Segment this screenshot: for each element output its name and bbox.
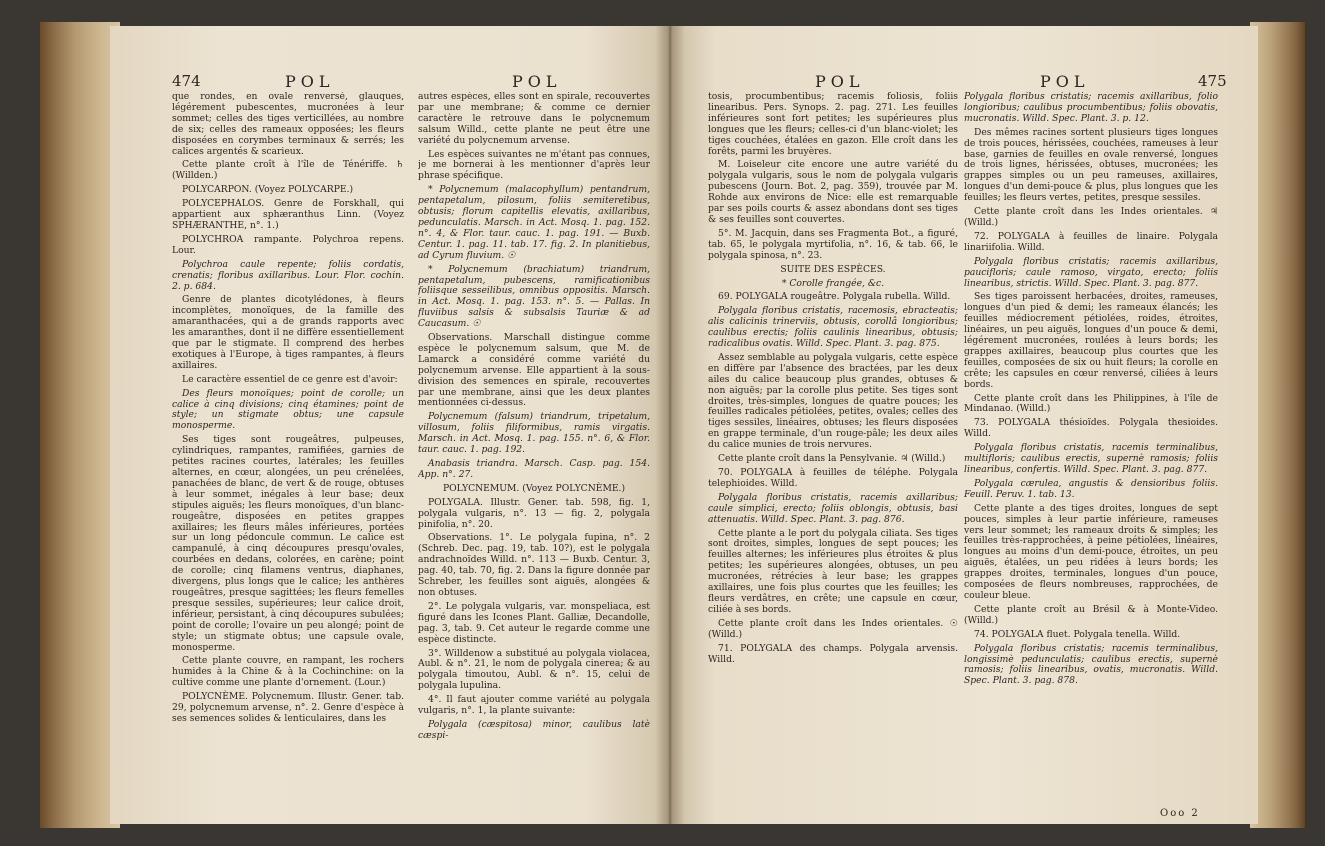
paragraph: 72. POLYGALA à feuilles de linaire. Polygala linariifolia. Willd. bbox=[964, 230, 1218, 253]
paragraph: Observations. Marschall distingue comme espèce le polycnemum salsum, que M. de Lamarck a considéré comme variété du polycnemum arvense. Elle appartient à la sous-division des semences en spirale, recouvertes par une membrane, ainsi que les deux plantes mentionnées ci-dessus. bbox=[418, 332, 650, 409]
left-page-number: 474 bbox=[172, 72, 201, 90]
paragraph: Cette plante a des tiges droites, longues de sept pouces, simples à leur partie inférieure, rameuses vers leur sommet; les rameaux droits & simples; les feuilles très-rapprochées, à peine pétiolées, linéaires, longues au moins d'un demi-pouce, étroites, un peu aiguës, étalées, un peu ridées à leurs bords; les grappes droites, terminales, longues d'un pouce, composées de fleurs nombreuses, rapprochées, de couleur bleue. bbox=[964, 502, 1218, 601]
paragraph: 5°. M. Jacquin, dans ses Fragmenta Bot., a figuré, tab. 65, le polygala myrtifolia, n°. 16, & tab. 66, le polygala spinosa, n°. 23. bbox=[708, 227, 958, 261]
paragraph: POLYCNEMUM. (Voyez POLYCNÈME.) bbox=[442, 482, 626, 494]
paragraph: Polygala floribus cristatis; racemis terminalibus, longissimè pedunculatis; caulibus erectis, supernè ramosis; foliis linearibus, ovatis, mucronatis. Willd. Spec. Plant. 3. pag. 878. bbox=[964, 642, 1218, 687]
paragraph: POLYCARPON. (Voyez POLYCARPE.) bbox=[182, 184, 354, 196]
left-page-edges bbox=[40, 22, 120, 828]
paragraph: Observations. 1°. Le polygala fupina, n°. 2 (Schreb. Dec. pag. 19, tab. 10?), est le polygala andrachnoïdes Willd. n°. 113 — Buxb. Centur. 3, pag. 40, tab. 70, fig. 2. Dans la figure donnée par Schreber, les feuilles sont aiguës, alongées & non obtuses. bbox=[418, 532, 650, 598]
paragraph: que rondes, en ovale renversé, glauques, légérement pubescentes, mucronées à leur sommet; celles des tiges verticillées, au nombre de six; celles des rameaux opposées; les fleurs disposées en corymbes terminaux & serrés; les calices argentés & scarieux. bbox=[172, 92, 404, 157]
left-header-word-1: POL bbox=[285, 72, 335, 91]
paragraph: Polygala (cæspitosa) minor, caulibus latè cæspi- bbox=[418, 718, 650, 741]
paragraph: Cette plante croît dans les Philippines, à l'île de Mindanao. (Willd.) bbox=[964, 392, 1218, 415]
paragraph: * Corolle frangée, &c. bbox=[781, 277, 885, 289]
paragraph: * Polycnemum (malacophyllum) pentandrum, pentapetalum, pilosum, foliis semiteretibus, obtusis; florum capitellis elevatis, axillaribus, pedunculatis. Marsch. in Act. Mosq. 1. pag. 152. n°. 4, & Flor. taur. cauc. 1. pag. 191. — Buxb. Centur. 1. pag. 11. tab. 17. fig. 2. In planitiebus, ad Cyrum fluvium. ☉ bbox=[418, 184, 650, 261]
paragraph: Cette plante croît dans les Indes orientales. ♃ (Willd.) bbox=[964, 206, 1218, 228]
paragraph: Polygala cærulea, angustis & densioribus foliis. Feuill. Peruv. 1. tab. 13. bbox=[964, 477, 1218, 500]
paragraph: POLYCEPHALOS. Genre de Forskhall, qui appartient aux sphæranthus Linn. (Voyez SPHÆRANTHE, n°. 1.) bbox=[172, 198, 404, 231]
paragraph: 73. POLYGALA thésioïdes. Polygala thesioides. Willd. bbox=[964, 417, 1218, 440]
paragraph: 71. POLYGALA des champs. Polygala arvensis. Willd. bbox=[708, 642, 958, 665]
paragraph: Ses tiges paroissent herbacées, droites, rameuses, longues d'un pied & demi; les rameaux élancés; les feuilles médiocrement pétiolées, roides, étroites, linéaires, un peu aiguës, longues d'un pouce & demi, légérement mucronées, roulées à leurs bords; les grappes axillaires, beaucoup plus courtes que les feuilles, composées de six ou huit fleurs; la corolle en crête; les capsules en cœur renversé, ciliées à leurs bords. bbox=[964, 291, 1218, 390]
right-page-column-1 bbox=[708, 92, 958, 827]
paragraph: Ses tiges sont rougeâtres, pulpeuses, cylindriques, rampantes, ramifiées, garnies de petites racines courtes, latérales; les feuilles alternes, en cœur, alongées, un peu crénelées, panachées de blanc, de vert & de rouge, obtuses à leur sommet, inégales à leur base; deux stipules aiguës; les fleurs monoïques, d'un blanc-rougeâtre, disposées en petites grappes axillaires; les fleurs mâles inférieures, portées sur un long pédoncule commun. Le calice est campanulé, à cinq découpures presqu'ovales, courbées en dedans, colorées, en carène; point de corolle; cinq filamens ventrus, diaphanes, divergens, plus longs que le calice; les anthères rougeâtres, presque sagittées; les fleurs femelles presque sessiles, supérieures; leur calice droit, inférieur, persistant, à cinq découpures subulées; point de corolle; l'ovaire un peu alongé; point de style; un stigmate obtus; une capsule ovale, monosperme. bbox=[172, 434, 404, 653]
paragraph: autres espèces, elles sont en spirale, recouvertes par une membrane; & comme ce dernier caractère le retrouve dans le polycnemum salsum Willd., cette plante ne peut être une variété du polycnemum arvense. bbox=[418, 92, 650, 146]
paragraph: Polycnemum (falsum) triandrum, tripetalum, villosum, foliis filiformibus, ramis virgatis. Marsch. in Act. Mosq. 1. pag. 155. n°. 6, & Flor. taur. cauc. 1. pag. 192. bbox=[418, 411, 650, 456]
paragraph: SUITE DES ESPÈCES. bbox=[780, 263, 886, 275]
right-header-word-1: POL bbox=[815, 72, 865, 91]
paragraph: 69. POLYGALA rougeâtre. Polygala rubella. Willd. bbox=[718, 291, 951, 303]
paragraph: Des fleurs monoïques; point de corolle; un calice à cinq divisions; cinq étamines; point de style; un stigmate obtus; une capsule monosperme. bbox=[172, 387, 404, 432]
paragraph: Cette plante couvre, en rampant, les rochers humides à la Chine & à la Cochinchine: on la cultive comme une plante d'ornement. (Lour.) bbox=[172, 655, 404, 689]
paragraph: Genre de plantes dicotylédones, à fleurs incomplètes, monoïques, de la famille des amaranthacées, qui a de grands rapports avec les amaranthes, dont il ne diffère essentiellement que par le stigmate. Il comprend des herbes exotiques à l'Europe, à tiges rampantes, à fleurs axillaires. bbox=[172, 294, 404, 371]
paragraph: Des mêmes racines sortent plusieurs tiges longues de trois pouces, hérissées, couchées, rameuses à leur base, garnies de feuilles en ovale renversé, longues de trois lignes, hérissées, obtuses, mucronées; les grappes simples ou un peu rameuses, axillaires, longues d'un demi-pouce & plus, plus longues que les feuilles; les fleurs vertes, petites, presque sessiles. bbox=[964, 126, 1218, 204]
paragraph: POLYGALA. Illustr. Gener. tab. 598, fig. 1, polygala vulgaris, n°. 13 — fig. 2, polygala pinifolia, n°. 20. bbox=[418, 496, 650, 530]
paragraph: Polygala floribus cristatis, racemis axillaribus; caule simplici, erecto; foliis oblongis, obtusis, basi attenuatis. Willd. Spec. Plant. 3. pag. 876. bbox=[708, 491, 958, 525]
paragraph: Les espèces suivantes ne m'étant pas connues, je me bornerai à les mentionner d'après leur phrase spécifique. bbox=[418, 148, 650, 182]
left-page-column-1 bbox=[172, 92, 404, 832]
paragraph: Cette plante croît dans les Indes orientales. ☉ (Willd.) bbox=[708, 617, 958, 640]
paragraph: Le caractère essentiel de ce genre est d'avoir: bbox=[182, 373, 398, 385]
paragraph: 4°. Il faut ajouter comme variété au polygala vulgaris, n°. 1, la plante suivante: bbox=[418, 694, 650, 717]
paragraph: Cette plante croît au Brésil & à Monte-Video. (Willd.) bbox=[964, 603, 1218, 626]
paragraph: Assez semblable au polygala vulgaris, cette espèce en diffère par l'absence des bractées, par les deux ailes du calice beaucoup plus grandes, obtuses & non aiguës; par la corolle plus petite. Ses tiges sont droites, très-simples, longues de quatre pouces; les feuilles radicales pétiolées, petites, ovales; celles des tiges sessiles, linéaires, obtuses; les fleurs disposées en grappe terminale, d'un rouge-pâle; les deux ailes du calice munies de trois nervures. bbox=[708, 351, 958, 451]
paragraph: 74. POLYGALA fluet. Polygala tenella. Willd. bbox=[974, 628, 1181, 640]
paragraph: Cette plante croît à l'île de Ténériffe. ♄ (Willden.) bbox=[172, 159, 404, 182]
paragraph: Polygala floribus cristatis, racemis terminalibus, multifloris; caulibus erectis, supernè ramosis; foliis linearibus, confertis. Willd. Spec. Plant. 3. pag. 877. bbox=[964, 442, 1218, 475]
right-page-column-2 bbox=[964, 92, 1218, 802]
paragraph: Cette plante croît dans la Pensylvanie. ♃ (Willd.) bbox=[718, 453, 946, 465]
paragraph: tosis, procumbentibus; racemis foliosis, foliis linearibus. Pers. Synops. 2. pag. 271. Les feuilles inférieures sont fort petites; les supérieures plus longues que les fleurs; celles-ci d'un blanc-violet; les tiges couchées, étalées en gazon. Elle croît dans les forêts, parmi les bruyères. bbox=[708, 92, 958, 157]
paragraph: 2°. Le polygala vulgaris, var. monspeliaca, est figuré dans les Icones Plant. Galliæ, Decandolle, pag. 3, tab. 9. Cet auteur le regarde comme une espèce distincte. bbox=[418, 600, 650, 645]
paragraph: 3°. Willdenow a substitué au polygala violacea, Aubl. & n°. 21, le nom de polygala cinerea; & au polygala timoutou, Aubl. & n°. 15, celui de polygala lupulina. bbox=[418, 647, 650, 692]
book-gutter bbox=[655, 26, 685, 824]
left-header-word-2: POL bbox=[512, 72, 562, 91]
paragraph: M. Loiseleur cite encore une autre variété du polygala vulgaris, sous le nom de polygala vulgaris pubescens (Journ. Bot. 2, pag. 359), trouvée par M. Rohde aux environs de Nice: elle est remarquable par ses poils courts & assez abondans dont ses tiges & ses feuilles sont couvertes. bbox=[708, 159, 958, 225]
paragraph: Polychroa caule repente; foliis cordatis, crenatis; floribus axillaribus. Lour. Flor. cochin. 2. p. 684. bbox=[172, 258, 404, 292]
paragraph: POLYCNÈME. Polycnemum. Illustr. Gener. tab. 29, polycnemum arvense, n°. 2. Genre d'espèce à ses semences solides & lenticulaires, dans les bbox=[172, 691, 404, 724]
paragraph: Polygala floribus cristatis, racemosis, ebracteatis; alis calicinis trinerviis, obtusis, corollâ longioribus; caulibus erectis; foliis caulinis linearibus, obtusis; radicalibus ovatis. Willd. Spec. Plant. 3. pag. 875. bbox=[708, 305, 958, 350]
right-page-number: 475 bbox=[1198, 72, 1227, 90]
right-page-edges bbox=[1250, 22, 1305, 828]
paragraph: * Polycnemum (brachiatum) triandrum, pentapetalum, pubescens, ramificationibus foliisque sesseilibus, omnibus oppositis. Marsch. in Act. Mosq. 1. pag. 153. n°. 5. — Pallas. In fluviibus salsis & subsalsis Tauriæ & ad Caucasum. ☉ bbox=[418, 263, 650, 330]
paragraph: Polygala floribus cristatis; racemis axillaribus, paucifloris; caule ramoso, virgato, erecto; foliis linearibus, strictis. Willd. Spec. Plant. 3. pag. 877. bbox=[964, 255, 1218, 289]
paragraph: 70. POLYGALA à feuilles de téléphe. Polygala telephioides. Willd. bbox=[708, 467, 958, 489]
right-header-word-2: POL bbox=[1040, 72, 1090, 91]
paragraph: Anabasis triandra. Marsch. Casp. pag. 154. App. n°. 27. bbox=[418, 458, 650, 480]
left-page-column-2 bbox=[418, 92, 650, 832]
paragraph: Polygala floribus cristatis; racemis axillaribus, folio longioribus; caulibus procumbentibus; foliis obovatis, mucronatis. Willd. Spec. Plant. 3. p. 12. bbox=[964, 92, 1218, 124]
paragraph: Cette plante a le port du polygala ciliata. Ses tiges sont droites, simples, longues de sept pouces; les feuilles alternes; les inférieures plus étroites & plus petites; les supérieures alongées, obtuses, un peu mucronées, rétrécies à leur base; les grappes axillaires, une fois plus courtes que les feuilles; les fleurs verdâtres, en crête; une capsule en cœur, ciliée à ses bords. bbox=[708, 527, 958, 615]
signature-mark: Ooo 2 bbox=[1160, 808, 1200, 819]
paragraph: POLYCHROA rampante. Polychroa repens. Lour. bbox=[172, 233, 404, 256]
